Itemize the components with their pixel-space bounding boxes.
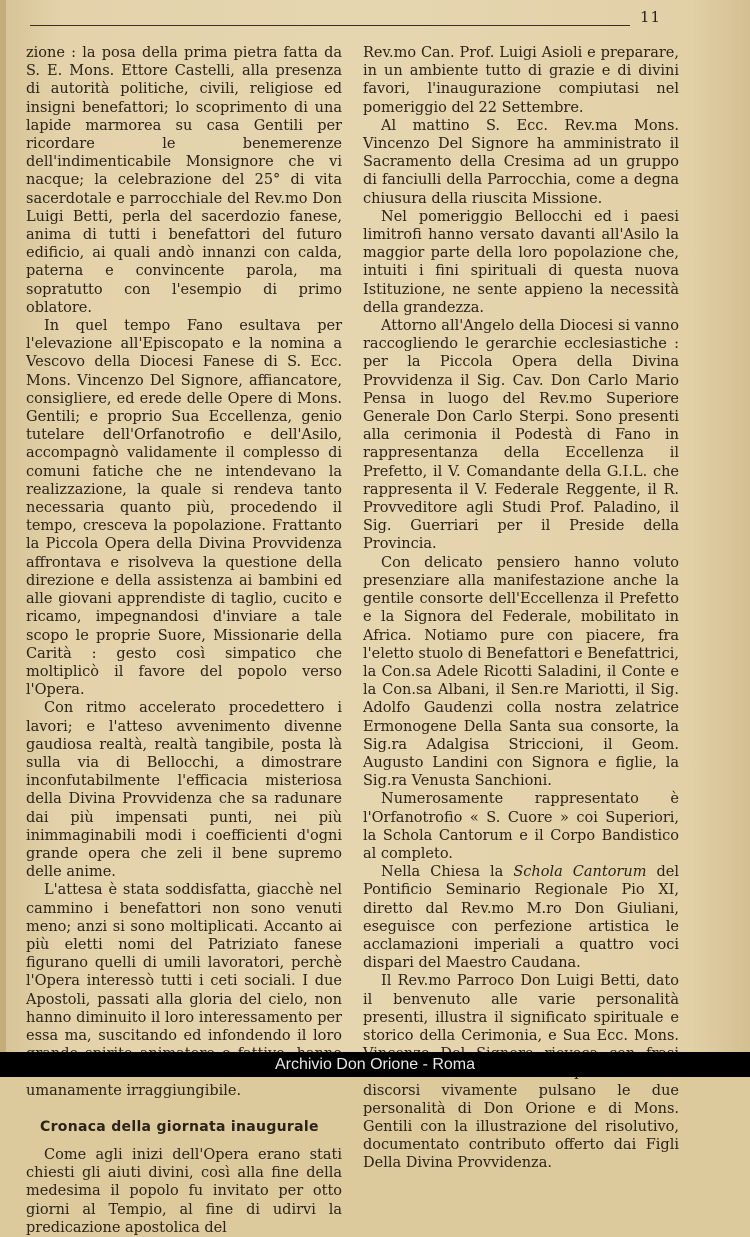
page-edge-shadow: [0, 0, 6, 1052]
paragraph: Al mattino S. Ecc. Rev.ma Mons. Vincenzo Del Signore ha amministrato il Sacramento della Cresima ad un gruppo di fanciulli della Parrocchia, come a degna chiusura della riuscita Missione.: [363, 117, 679, 207]
header-rule: [30, 25, 630, 26]
paragraph: L'attesa è stata soddisfatta, giacchè nel cammino i benefattori non sono venuti meno; anzi si sono moltiplicati. Accanto ai più eletti nomi del Patriziato fanese figurano quelli di umili lavoratori, perchè l'Opera interessò tutti i ceti sociali. I due Apostoli, passati alla gloria del cielo, non hanno diminuito il loro interessamento per essa ma, suscitando ed infondendo il loro umanamente irraggiungibile.: [26, 882, 342, 1099]
paragraph: [363, 863, 679, 972]
paragraph: Con delicato pensiero hanno voluto presenziare alla manifestazione anche la gentile consorte dell'Eccellenza il Prefetto e la Signora del Federale, mobilitato in Africa. Notiamo pure con piacere, fra l'eletto stuolo di Benefattori e Benefattrici, la Con.sa Adele Ricotti Saladini, il Conte e la Con.sa Albani, il Sen.re Mariotti, il Sig. Adolfo Gaudenzi colla nostra zelatrice Ermonogene Della Santa sua consorte, la Sig.ra Adalgisa Striccioni, il Geom. Augusto Landini con Signora e figlie, la Sig.ra Venusta Sanchioni.: [363, 554, 679, 790]
archive-footer: Archivio Don Orione - Roma: [0, 1052, 750, 1077]
section-heading: Cronaca della giornata inaugurale: [40, 1118, 319, 1135]
paragraph: Numerosamente rappresentato è l'Orfanotrofio « S. Cuore » coi Superiori, la Schola Cantorum e il Corpo Bandistico al completo.: [363, 791, 679, 862]
paragraph: Attorno all'Angelo della Diocesi si vanno raccogliendo le gerarchie ecclesiastiche : per la Piccola Opera della Divina Provvidenza il Sig. Cav. Don Carlo Mario Pensa in luogo del Rev.mo Superiore Generale Don Carlo Sterpi. Sono presenti alla cerimonia il Podestà di Fano in rappresentanza della Eccellenza il Prefetto, il V. Comandante della G.I.L. che rappresenta il V. Federale Reggente, il R. Provveditore agli Studi Prof. Paladino, il Sig. Guerriari per il Preside della Provincia.: [363, 318, 679, 553]
text-run: del Pontificio Seminario Regionale Pio XI, diretto dal Rev.mo M.ro Don Giuliani, eseguisce con perfezione artistica le acclamazioni imperiali a quattro voci dispari del Maestro Caudana.: [363, 864, 679, 972]
paragraph: Come agli inizi dell'Opera erano stati chiesti gli aiuti divini, così alla fine della medesima il popolo fu invitato per otto giorni al Tempio, al fine di udirvi la predicazione apostolica del: [26, 1146, 342, 1236]
paragraph: Nel pomeriggio Bellocchi ed i paesi limitrofi hanno versato davanti all'Asilo la maggior parte della loro popolazione che, intuiti i fini spirituali di questa nuova Istituzione, ne sente appieno la necessità della grandezza.: [363, 208, 679, 316]
paragraph: Il Rev.mo Parroco Don Luigi Betti, dato il benvenuto alle varie personalità presenti, illustra il significato spirituale e storico della Cerimonia, e Sua Ecc. Mons. discorsi vivamente pulsano le due personalità di Don Orione e di Mons. Gentili con la illustrazione del risolutivo, documentato contributo offerto dai Figli Della Divina Provvidenza.: [363, 973, 679, 1172]
paragraph: Rev.mo Can. Prof. Luigi Asioli e preparare, in un ambiente tutto di grazie e di divini favori, l'inaugurazione compiutasi nel pomeriggio del 22 Settembre.: [363, 45, 679, 116]
text-run: Nella Chiesa la: [381, 864, 514, 881]
italic-text: Schola Cantorum: [513, 864, 647, 881]
paragraph: Con ritmo accelerato procedettero i lavori; e l'atteso avvenimento divenne gaudiosa realtà, realtà tangibile, posta là sulla via di Bellocchi, a dimostrare inconfutabilmente l'efficacia misteriosa della Divina Provvidenza che sa radunare dai più impensati punti, nei più inimmaginabili modi i coefficienti d'ogni grande opera che zeli il bene supremo delle anime.: [26, 700, 342, 881]
right-column: [363, 44, 679, 1173]
page-number: 11: [640, 8, 662, 26]
paragraph: zione : la posa della prima pietra fatta da S. E. Mons. Ettore Castelli, alla presenza di autorità politiche, civili, religiose ed insigni benefattori; lo scoprimento di una lapide marmorea su casa Gentili per ricordare le benemerenze dell'indimenticabile Monsignore che vi nacque; la celebrazione del 25° di vita sacerdotale e parrocchiale del Rev.mo Don Luigi Betti, perla del sacerdozio fanese, anima di tutti i benefattori del futuro edificio, ai quali andò innanzi con calda, paterna e convincente parola, ma sopratutto con l'esempio di primo oblatore.: [26, 45, 342, 316]
paragraph: In quel tempo Fano esultava per l'elevazione all'Episcopato e la nomina a Vescovo della Diocesi Fanese di S. Ecc. Mons. Vincenzo Del Signore, affiancatore, consigliere, ed erede delle Opere di Mons. Gentili; e proprio Sua Eccellenza, genio tutelare dell'Orfanotrofio e dell'Asilo, accompagnò validamente il complesso di comuni fatiche che ne intendevano la realizzazione, la quale si rendeva tanto necessaria quanto più, procedendo il tempo, cresceva la popolazione. Frattanto la Piccola Opera della Divina Provvidenza affrontava e risolveva la questione della direzione e della assistenza ai bambini ed alle giovani apprendiste di taglio, cucito e ricamo, impegnandosi d'inviare a tale scopo le proprie Suore, Missionarie della Carità : gesto così simpatico che moltiplicò il favore del popolo verso l'Opera.: [26, 318, 342, 699]
